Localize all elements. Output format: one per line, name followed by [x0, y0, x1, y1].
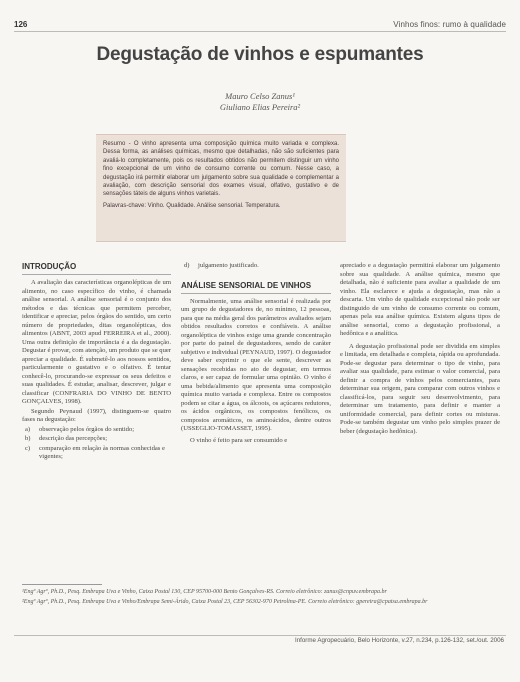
- page-footer: Informe Agropecuário, Belo Horizonte, v.27, n.234, p.126-132, set./out. 2006: [294, 637, 504, 644]
- keywords: Palavras-chave: Vinho. Qualidade. Análise sensorial. Temperatura.: [103, 202, 281, 209]
- page-number: 126: [14, 20, 28, 29]
- list-item: [181, 262, 331, 271]
- paragraph: A avaliação das características organolépticas de um alimento, no caso específico do vinho, é chamada análise sensorial. A análise sensorial é o conjunto dos métodos e das técnicas que permitem perceber, identificar e apreciar, pelos órgãos do sentido, um certo número de propriedades, ditas organolépticas, dos alimentos (ABNT, 2003 apud FERREIRA et al., 2000). Uma outra definição de importância é a da degustação. Degustar é provar, com atenção, um produto que se quer apreciar a qualidade. É submetê-lo aos nossos sentidos, particularmente o gustativo e o olfativo. É tentar conhecê-lo, procurando-se expressar os seus defeitos e suas qualidades. É estudar, analisar, descrever, julgar e classificar (CONFRARIA DO VINHO DE BENTO GONÇALVES, 1998).: [22, 279, 171, 405]
- paragraph: Segundo Peynaud (1997), distinguem-se quatro fases na degustação:: [22, 407, 171, 423]
- paragraph: O vinho é feito para ser consumido e: [190, 436, 288, 444]
- footnote-rule: [22, 584, 102, 585]
- list-item-label: b): [25, 435, 31, 442]
- abstract-text: Resumo - O vinho apresenta uma composição química muito variada e complexa. Dessa forma, as análises químicas, mesmo que detalhadas, não são suficientes para avaliá-lo completamente, pois os resultados obtidos não permitem distinguir um vinho fino excepcional de um vinho de consumo corrente ou comum. Nesse caso, a degustação irá permitir elaborar um julgamento sobre sua qualidade e complementar a avaliação, com descrição sensorial dos exames visual, olfativo, gustativo e de sensações táteis de alguns vinhos varietais.: [103, 141, 339, 198]
- footnotes: [22, 588, 502, 608]
- author-1: Mauro Celso Zanus¹: [225, 91, 295, 101]
- abstract-box: [96, 134, 346, 242]
- list-item-text: descrição das percepções;: [39, 435, 108, 442]
- list-item-text: comparação em relação às normas conhecidas e vigentes;: [39, 444, 165, 460]
- list-item-label: c): [25, 444, 31, 452]
- list-item-label: d): [184, 262, 190, 269]
- list-item: [22, 426, 171, 435]
- section-rule: [22, 274, 171, 275]
- column-3: [340, 262, 500, 437]
- footnote: ²Engº Agrº, Ph.D., Pesq. Embrapa Uva e Vinho/Embrapa Semi-Árido, Caixa Postal 23, CEP 56302-970 Petrolina-PE. Correio eletrônico: gpereira@cpatsa.embrapa.br: [22, 599, 428, 605]
- list-item: [22, 435, 171, 444]
- column-1: [22, 262, 171, 463]
- paragraph: A degustação profissional pode ser dividida em simples e limitada, em detalhada e completa, rápida ou aprofundada. Pode-se degustar para determinar o tipo de vinho, para avaliar sua qualidade, para estimar o valor comercial, para definir a compra de vinhos pelos comerciantes, para determinar sua origem, para comparar com outros vinhos e classificá-los, para seguir seu desenvolvimento, para determinar um tratamento, para definir e manter a uniformidade comercial, para definir cortes ou misturas. Pode-se também degustar um vinho pelo simples prazer de beber (degustação hedônica).: [340, 342, 500, 435]
- section-title-analise-sensorial: ANÁLISE SENSORIAL DE VINHOS: [181, 280, 312, 290]
- paragraph: Normalmente, uma análise sensorial é realizada por um grupo de degustadores de, no mínimo, 12 pessoas, para que na média geral dos parâmetros avaliados sejam obtidos resultados corretos e confiáveis. A análise organoléptica de vinhos exige uma grande concentração por parte do painel de degustadores, sendo de caráter subjetivo e individual (PEYNAUD, 1997). O degustador deve saber exprimir o que ele sente, descrever as sensações recebidas no ato de degustar, em termos claros, e ser capaz de formular uma opinião. O vinho é uma bebida/alimento que apresenta uma composição química muito variada e complexa. Entre os compostos podem se citar a água, os álcoois, os açúcares redutores, os ácidos orgânicos, os compostos fenólicos, os compostos aromáticos, os aminoácidos, dentre outros (USSEGLIO-TOMASSET, 1995).: [181, 297, 331, 432]
- article-title: Degustação de vinhos e espumantes: [96, 44, 424, 65]
- author-2: Giuliano Elias Pereira²: [219, 102, 301, 112]
- list-item-text: observação pelos órgãos do sentido;: [39, 425, 135, 433]
- section-title-introducao: INTRODUÇÃO: [22, 262, 77, 271]
- footer-rule: [14, 635, 506, 636]
- running-title: Vinhos finos: rumo à qualidade: [393, 20, 506, 29]
- section-rule: [181, 293, 331, 294]
- list-item-text: julgamento justificado.: [198, 262, 259, 269]
- authors: [0, 91, 520, 113]
- list-item-label: a): [25, 425, 31, 433]
- column-2: [181, 262, 331, 446]
- paragraph: apreciado e a degustação permitirá elaborar um julgamento sobre sua qualidade. A análise química, mesmo que detalhada, não é suficiente para avaliar a qualidade de um vinho. Ela esclarece e ajuda a degustação, mas não a descarta. Um vinho de qualidade excepcional não pode ser distinguido de um vinho de consumo corrente ou comum, apenas pela sua análise química. Existem alguns tipos de análise sensorial, como a degustação profissional, a hedônica e a analítica.: [340, 262, 500, 337]
- footnote: ¹Engº Agrº, Ph.D., Pesq. Embrapa Uva e Vinho, Caixa Postal 130, CEP 95700-000 Bento Gonçalves-RS. Correio eletrônico: zanus@cnpuv.embrapa.br: [22, 589, 387, 595]
- list-item: [22, 445, 171, 462]
- header-rule: [14, 31, 506, 32]
